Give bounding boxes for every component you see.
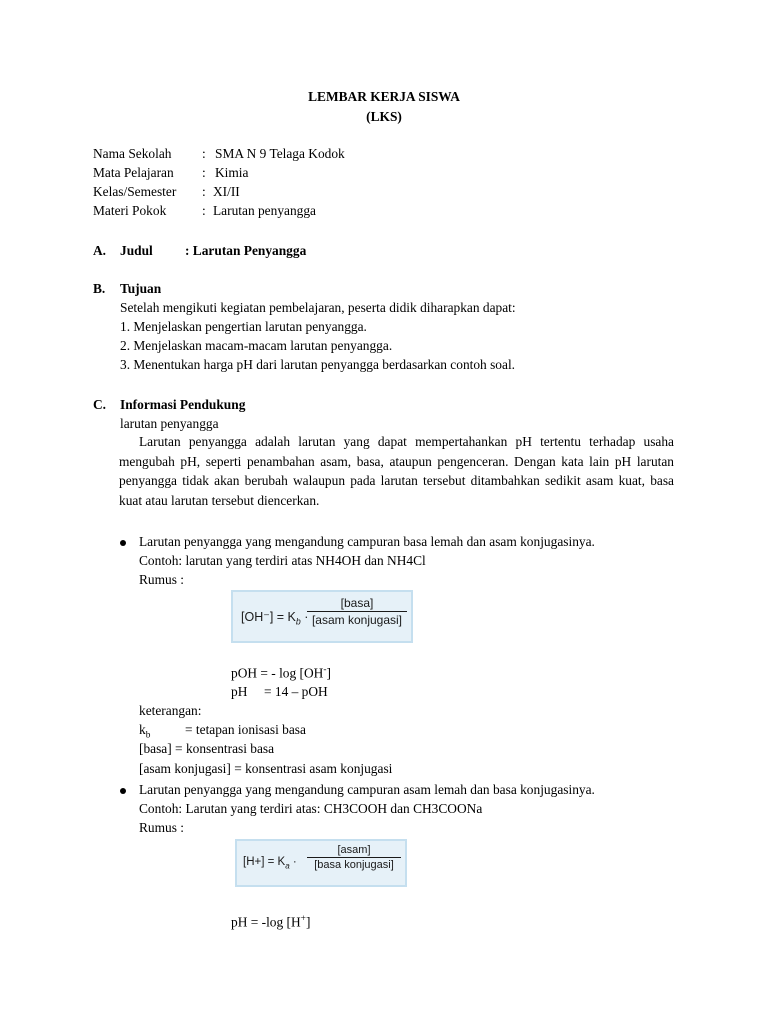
ph-acid-close: ]	[305, 914, 311, 930]
bullet1-text: Larutan penyangga yang mengandung campuran basa lemah dan asam konjugasinya.	[139, 534, 595, 549]
kb-sub: b	[145, 730, 151, 741]
kb-k: k	[139, 722, 146, 737]
fraction-bar	[307, 611, 407, 612]
section-b-intro: Setelah mengikuti kegiatan pembelajaran, peserta didik diharapkan dapat:	[120, 300, 516, 315]
poh-sup: -	[323, 665, 327, 675]
section-c-paragraph: Larutan penyangga adalah larutan yang dapat mempertahankan pH tertentu terhadap usaha mengubah pH, seperti penambahan asam, basa, ataupun pengenceran. Dengan kata lain pH larutan penyangga tidak akan berubah walaupun pada larutan tersebut ditambahkan sedikit asam kuat, basa kuat atau larutan tersebut diencerkan.	[119, 434, 674, 508]
ph-equation: = 14 – pOH	[264, 684, 328, 699]
ph-acid-sup: +	[300, 914, 306, 924]
identity-sep: :	[202, 203, 206, 218]
poh-formula	[231, 666, 331, 680]
bullet2-text: Larutan penyangga yang mengandung campuran asam lemah dan basa konjugasinya.	[139, 782, 595, 797]
ph-label: pH	[231, 684, 248, 699]
formula-sub: b	[295, 616, 301, 627]
identity-value: XI/II	[213, 184, 240, 199]
poh-text: pOH = - log [OH	[231, 665, 324, 681]
asam-definition: [asam konjugasi] = konsentrasi asam konjugasi	[139, 761, 393, 776]
ph-acid-formula	[231, 915, 310, 929]
objective-item: 1. Menjelaskan pengertian larutan penyangga.	[120, 319, 367, 334]
bullet1-rumus: Rumus :	[139, 572, 185, 587]
fraction-bar	[307, 857, 401, 858]
formula-denominator: [basa konjugasi]	[314, 859, 394, 871]
kb-definition: = tetapan ionisasi basa	[185, 722, 306, 737]
formula-lhs: [H+] = K	[243, 856, 286, 868]
formula-denominator: [asam konjugasi]	[311, 613, 403, 627]
section-c-letter: C.	[93, 397, 107, 412]
section-c-heading: Informasi Pendukung	[120, 397, 246, 412]
identity-label: Materi Pokok	[93, 203, 167, 218]
section-a-label: Judul	[120, 243, 153, 258]
section-a-value: : Larutan Penyangga	[185, 243, 307, 258]
buffer-acid-formula	[235, 839, 407, 887]
section-b-heading: Tujuan	[120, 281, 162, 296]
identity-sep: :	[202, 165, 206, 180]
identity-label: Nama Sekolah	[93, 146, 172, 161]
section-a-letter: A.	[93, 243, 107, 258]
section-c-subheading: larutan penyangga	[120, 416, 219, 431]
section-b-letter: B.	[93, 281, 106, 296]
bullet1-example: Contoh: larutan yang terdiri atas NH4OH dan NH4Cl	[139, 553, 426, 568]
ph-acid-text: pH = -log [H	[231, 914, 301, 930]
formula-sub: a	[285, 861, 290, 871]
identity-value: SMA N 9 Telaga Kodok	[215, 146, 345, 161]
formula-dot: ·	[289, 856, 297, 868]
keterangan-label: keterangan:	[139, 703, 202, 718]
buffer-base-formula	[231, 590, 413, 643]
poh-close: ]	[326, 665, 331, 681]
page-subtitle: (LKS)	[366, 109, 402, 124]
identity-value: Larutan penyangga	[213, 203, 316, 218]
bullet-dot	[120, 540, 126, 546]
page-title: LEMBAR KERJA SISWA	[308, 89, 460, 104]
identity-label: Kelas/Semester	[93, 184, 177, 199]
objective-item: 3. Menentukan harga pH dari larutan penyangga berdasarkan contoh soal.	[120, 357, 516, 372]
identity-sep: :	[202, 184, 206, 199]
bullet2-rumus: Rumus :	[139, 820, 185, 835]
identity-label: Mata Pelajaran	[93, 165, 174, 180]
objective-item: 2. Menjelaskan macam-macam larutan penyangga.	[120, 338, 393, 353]
identity-sep: :	[202, 146, 206, 161]
formula-dot: ·	[300, 610, 309, 624]
bullet-dot	[120, 788, 126, 794]
bullet2-example: Contoh: Larutan yang terdiri atas: CH3COOH dan CH3COONa	[139, 801, 483, 816]
basa-definition: [basa] = konsentrasi basa	[139, 741, 275, 756]
formula-numerator: [basa]	[340, 596, 374, 610]
formula-lhs: [OH⁻] = K	[241, 610, 296, 624]
identity-value: Kimia	[215, 165, 249, 180]
formula-numerator: [asam]	[337, 844, 371, 856]
kb-symbol	[139, 723, 150, 741]
